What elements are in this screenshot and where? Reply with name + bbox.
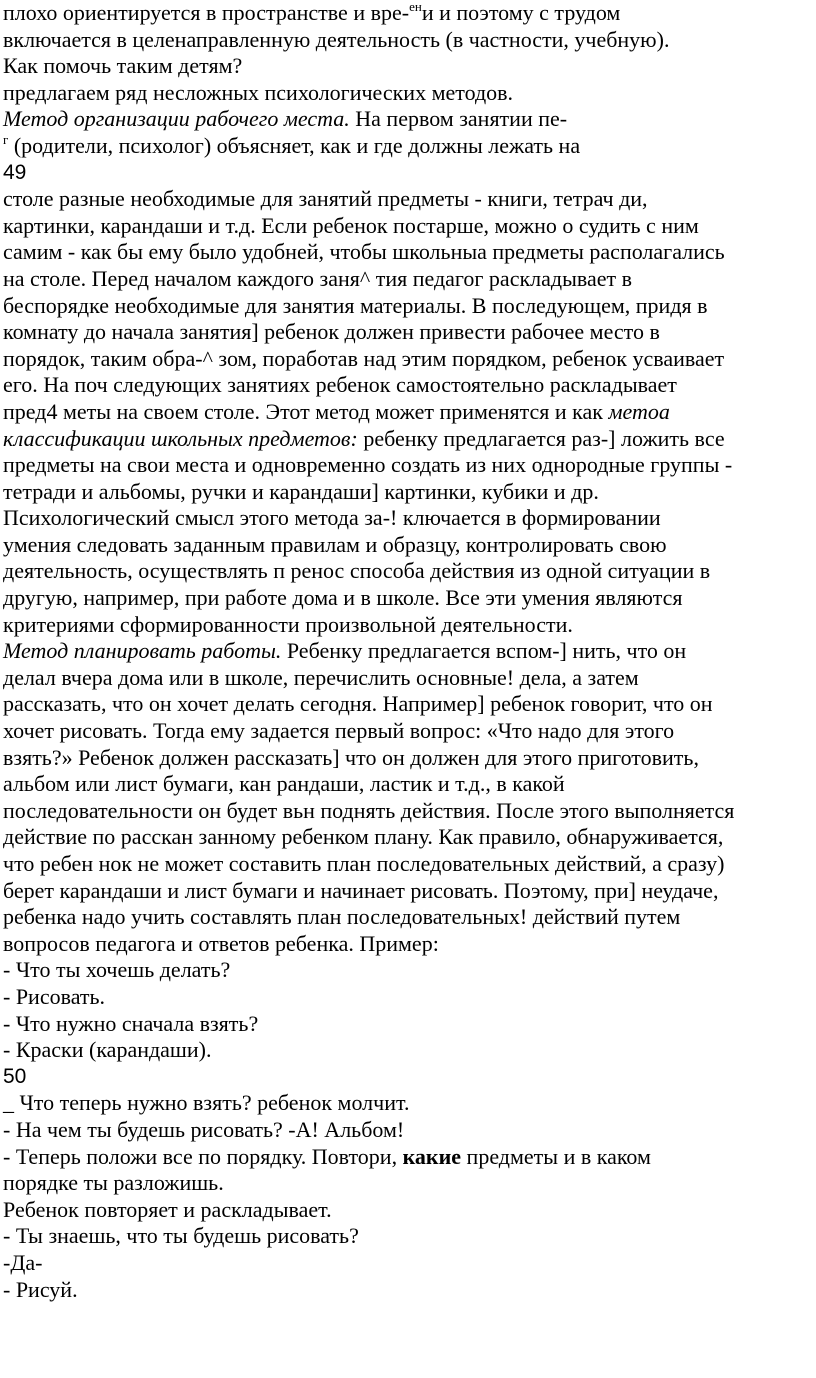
text-line: Психологический смысл этого метода за-! ключается в формировании [3, 505, 661, 531]
text-line: вопросов педагога и ответов ребенка. Пример: [3, 930, 439, 956]
text-line: комнату до начала занятия] ребенок должен привести рабочее место в [3, 319, 660, 345]
dialogue-line: -Да- [3, 1249, 43, 1275]
text-line: хочет рисовать. Тогда ему задается первый вопрос: «Что надо для этого [3, 718, 675, 744]
text-line: берет карандаши и лист бумаги и начинает рисовать. Поэтому, при] неудаче, [3, 877, 719, 903]
dialogue-line: - Рисовать. [3, 983, 106, 1009]
text-line: что ребен нок не может составить план последовательных действий, а сразу) [3, 851, 725, 876]
italic-span: классификации школьных предметов: [3, 425, 358, 451]
superscript: ен [409, 0, 422, 14]
text-span: и и поэтому с трудом [421, 0, 621, 25]
text-line [3, 0, 816, 27]
text-span: На первом занятии пе- [349, 106, 568, 132]
text-line: ребенка надо учить составлять план последовательных! действий путем [3, 904, 681, 930]
text-span: предметы и в каком [461, 1143, 651, 1169]
dialogue-line: - На чем ты будешь рисовать? -А! Альбом! [3, 1116, 405, 1142]
text-line: деятельность, осуществлять п ренос способа действия из одной ситуации в [3, 558, 711, 584]
text-span: плохо ориентируется в пространстве и вре- [3, 0, 410, 25]
text-line: рассказать, что он хочет делать сегодня. Например] ребенок говорит, что он [3, 691, 713, 717]
text-span: пред4 меты на своем столе. Этот метод может применятся и как [3, 398, 609, 424]
page-number: 50 [3, 1064, 27, 1088]
text-span: ребенку предлагается раз-] ложить все [357, 425, 725, 451]
text-line [3, 106, 816, 133]
italic-span: метоа [608, 398, 670, 424]
dialogue-line: - Рисуй. [3, 1276, 78, 1302]
text-line: на столе. Перед началом каждого заня^ тия педагог раскладывает в [3, 265, 632, 291]
dialogue-line: - Что ты хочешь делать? [3, 957, 231, 983]
text-line: последовательности он будет вьн поднять действия. После этого выполняется [3, 797, 735, 823]
dialogue-line: _ Что теперь нужно взять? ребенок молчит. [3, 1090, 410, 1116]
text-line [3, 399, 816, 426]
text-span: - Теперь положи все по порядку. Повтори, [3, 1143, 403, 1169]
text-line: Ребенок повторяет и раскладывает. [3, 1196, 332, 1222]
text-line: действие по расскан занному ребенком плану. Как правило, обнаруживается, [3, 824, 724, 850]
text-line: другую, например, при работе дома и в школе. Все эти умения являются [3, 585, 683, 611]
dialogue-line [3, 1144, 816, 1171]
dialogue-line: - Краски (карандаши). [3, 1037, 212, 1063]
text-line: самим - как бы ему было удобней, чтобы школьныа предметы располагались [3, 239, 725, 265]
dialogue-line: - Что нужно сначала взять? [3, 1010, 259, 1036]
text-line [3, 426, 816, 453]
text-line: делал вчера дома или в школе, перечислить основные! дела, а затем [3, 664, 639, 690]
text-line: предлагаем ряд несложных психологических методов. [3, 79, 514, 105]
method-heading: Метод организации рабочего места. [3, 106, 350, 132]
page-number: 49 [3, 160, 27, 184]
text-line: взять?» Ребенок должен рассказать] что он должен для этого приготовить, [3, 744, 699, 770]
text-line [3, 133, 816, 160]
text-line: альбом или лист бумаги, кан рандаши, ластик и т.д., в какой [3, 771, 565, 797]
text-line: порядок, таким обра-^ зом, поработав над этим порядком, ребенок усваивает [3, 345, 725, 371]
text-line: предметы на свои места и одновременно создать из них однородные группы - [3, 452, 733, 478]
text-line [3, 638, 816, 665]
superscript: г [3, 131, 9, 147]
text-line: критериями сформированности произвольной деятельности. [3, 611, 573, 637]
text-line: его. На поч следующих занятиях ребенок самостоятельно раскладывает [3, 372, 677, 398]
text-line: порядке ты разложишь. [3, 1170, 224, 1196]
text-span: (родители, психолог) объясняет, как и где должны лежать на [8, 132, 581, 158]
bold-span: какие [402, 1143, 462, 1169]
text-line: включается в целенаправленную деятельность (в частности, учебную). [3, 26, 670, 52]
text-line: беспорядке необходимые для занятия материалы. В последующем, придя в [3, 292, 708, 318]
text-line: умения следовать заданным правилам и образцу, контролировать свою [3, 531, 667, 557]
text-span: Ребенку предлагается вспом-] нить, что он [281, 638, 687, 664]
dialogue-line: - Ты знаешь, что ты будешь рисовать? [3, 1223, 359, 1249]
text-line: картинки, карандаши и т.д. Если ребенок постарше, можно о судить с ним [3, 212, 699, 238]
method-heading: Метод планировать работы. [3, 638, 282, 664]
text-line: тетради и альбомы, ручки и карандаши] картинки, кубики и др. [3, 478, 599, 504]
text-line: Как помочь таким детям? [3, 53, 243, 79]
text-line: столе разные необходимые для занятий предметы - книги, тетрач ди, [3, 186, 648, 212]
